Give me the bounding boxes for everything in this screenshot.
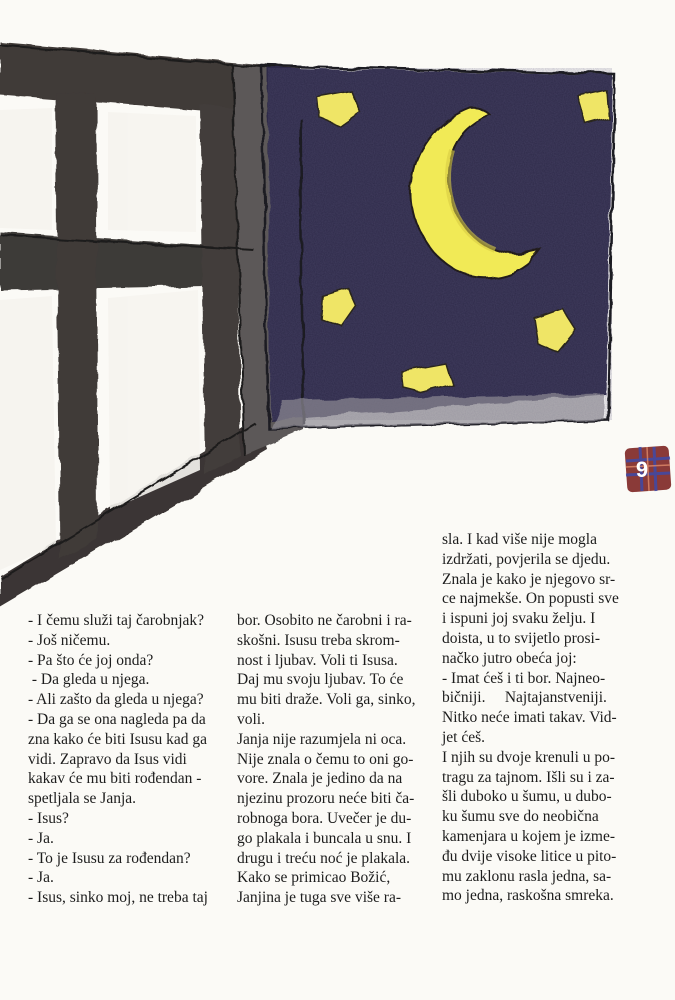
text-line: mu biti draže. Voli ga, sinko, xyxy=(237,691,416,709)
text-line: jet ćeš. xyxy=(442,728,486,746)
text-line: izdržati, povjerila se djedu. xyxy=(442,550,611,568)
text-line: Janjina je tuga sve više ra- xyxy=(237,889,401,907)
text-line: - Pa što će joj onda? xyxy=(28,651,154,669)
text-line: - Ja. xyxy=(28,829,54,847)
text-line: - To je Isusu za rođendan? xyxy=(28,849,191,867)
text-line: spetljala se Janja. xyxy=(28,790,137,808)
text-line: - Ali zašto da gleda u njega? xyxy=(28,691,204,709)
text-line: njezinu prozoru neće biti ča- xyxy=(237,790,415,808)
text-line: Nije znala o čemu to oni go- xyxy=(237,750,414,768)
text-line: I njih su dvoje krenuli u po- xyxy=(442,748,616,766)
text-line: vidi. Zapravo da Isus vidi xyxy=(28,750,187,768)
text-line: đu dvije visoke litice u pito- xyxy=(442,847,617,865)
text-line: ku šumu sve do neobična xyxy=(442,808,599,826)
text-line: voli. xyxy=(237,710,265,728)
text-line: ce najmekše. On popusti sve xyxy=(442,590,619,608)
text-column-3 xyxy=(442,530,626,906)
text-line: - Isus, sinko moj, ne treba taj xyxy=(28,889,208,907)
text-line: mu zaklonu rasla jedna, sa- xyxy=(442,867,612,885)
text-line: vore. Znala je jedino da na xyxy=(237,770,403,788)
text-line: tragu za tajnom. Išli su i za- xyxy=(442,768,615,786)
text-column-2 xyxy=(237,611,424,908)
text-line: mo jedna, raskošna smreka. xyxy=(442,887,614,905)
text-line: Znala je kako je njegovo sr- xyxy=(442,570,616,588)
text-line: Kako se primicao Božić, xyxy=(237,869,391,887)
text-line: - Da ga se ona nagleda pa da xyxy=(28,710,206,728)
text-line: drugu i treću noć je plakala. xyxy=(237,849,411,867)
text-line: - Isus? xyxy=(28,809,69,827)
text-line: nost i ljubav. Voli ti Isusa. xyxy=(237,651,398,669)
page-number: 9 xyxy=(635,457,649,482)
text-line: Daj mu svoju ljubav. To će xyxy=(237,671,404,689)
text-line: doista, u to svijetlo prosi- xyxy=(442,629,601,647)
text-line: robnoga bora. Uvečer je du- xyxy=(237,809,412,827)
text-line: šli duboko u šumu, u dubo- xyxy=(442,788,612,806)
text-line: skošni. Isusu treba skrom- xyxy=(237,631,400,649)
text-column-1 xyxy=(28,611,216,908)
text-line: - Još ničemu. xyxy=(28,631,111,649)
text-line: Janja nije razumjela ni oca. xyxy=(237,730,407,748)
text-line: - I čemu služi taj čarobnjak? xyxy=(28,612,205,629)
text-line: bor. Osobito ne čarobni i ra- xyxy=(237,612,412,629)
text-line: načko jutro obeća joj: xyxy=(442,649,577,667)
text-line: - Imat ćeš i ti bor. Najneo- xyxy=(442,669,606,687)
text-line: Nitko neće imati takav. Vid- xyxy=(442,709,617,727)
text-line: - Da gleda u njega. xyxy=(28,671,150,689)
text-line: go plakala i buncala u snu. I xyxy=(237,829,412,847)
text-line: kakav će mu biti rođendan - xyxy=(28,770,202,788)
text-line: i ispuni joj svaku želju. I xyxy=(442,610,596,628)
text-line: sla. I kad više nije mogla xyxy=(442,531,597,548)
text-line: kamenjara u kojem je izme- xyxy=(442,827,616,845)
text-line: zna kako će biti Isusu kad ga xyxy=(28,730,208,748)
text-line: bičniji. Najtajanstveniji. xyxy=(442,689,607,707)
text-line: - Ja. xyxy=(28,869,54,887)
